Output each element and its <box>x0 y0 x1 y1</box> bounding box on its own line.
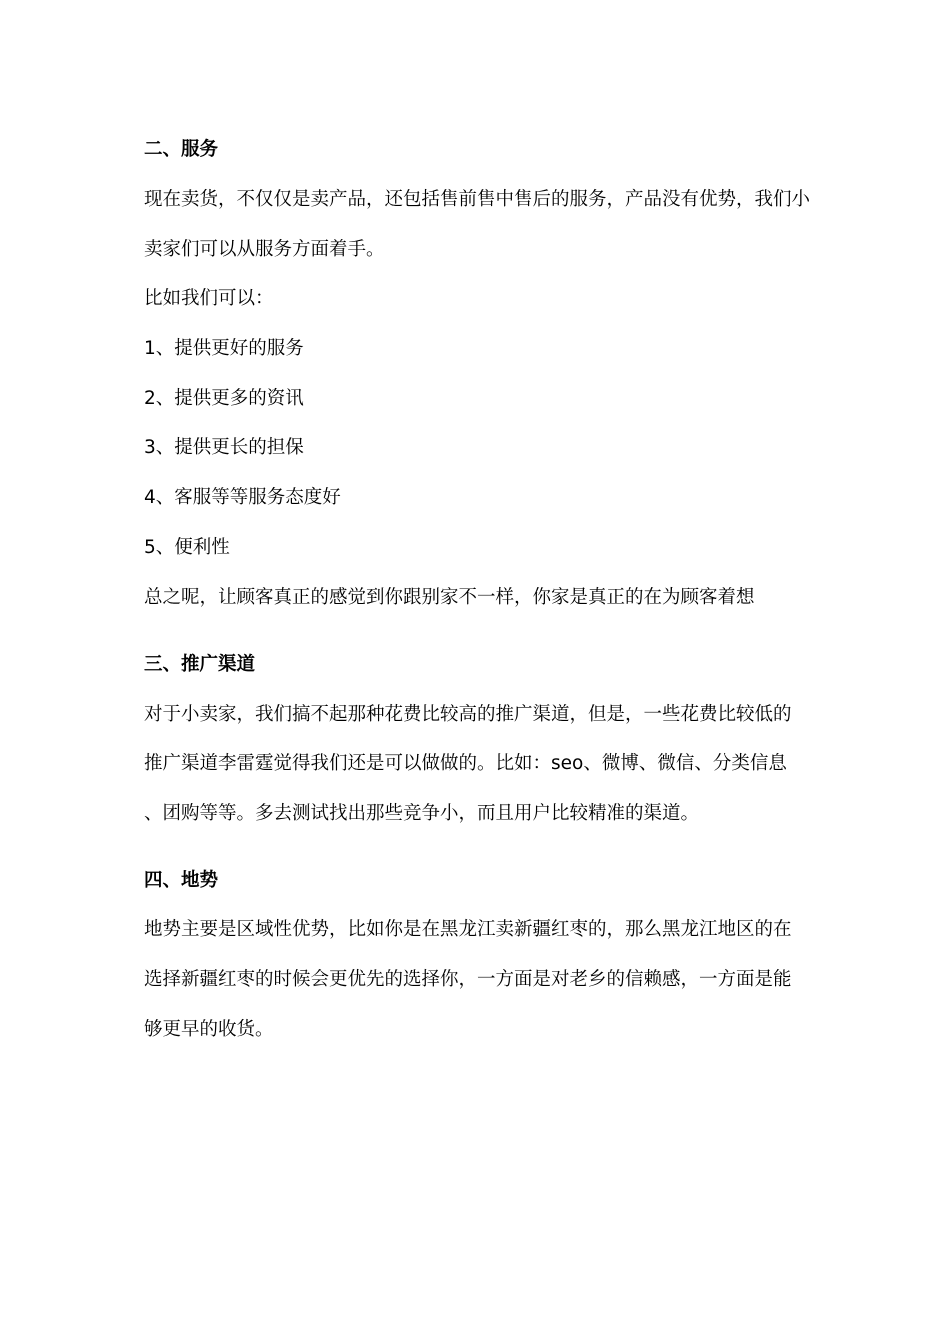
paragraph-line: 现在卖货，不仅仅是卖产品，还包括售前售中售后的服务，产品没有优势，我们小 <box>144 189 811 210</box>
paragraph-line: 对于小卖家，我们搞不起那种花费比较高的推广渠道，但是，一些花费比较低的 <box>144 704 792 725</box>
paragraph-line: 够更早的收货。 <box>144 1019 274 1040</box>
paragraph-line: 推广渠道李雷霆觉得我们还是可以做做的。比如：seo、微博、微信、分类信息 <box>144 753 787 774</box>
list-item: 3、提供更长的担保 <box>144 437 304 458</box>
section-heading-promotion: 三、推广渠道 <box>144 654 256 675</box>
paragraph-line: 选择新疆红枣的时候会更优先的选择你，一方面是对老乡的信赖感，一方面是能 <box>144 969 792 990</box>
list-item: 2、提供更多的资讯 <box>144 388 304 409</box>
paragraph-line: 比如我们可以： <box>144 288 274 309</box>
paragraph-line: 、团购等等。多去测试找出那些竞争小，而且用户比较精准的渠道。 <box>144 803 700 824</box>
section-heading-service: 二、服务 <box>144 139 219 160</box>
list-item: 5、便利性 <box>144 537 230 558</box>
paragraph-line: 总之呢，让顾客真正的感觉到你跟别家不一样，你家是真正的在为顾客着想 <box>144 587 755 608</box>
section-heading-location: 四、地势 <box>144 870 219 891</box>
list-item: 1、提供更好的服务 <box>144 338 304 359</box>
paragraph-line: 地势主要是区域性优势，比如你是在黑龙江卖新疆红枣的，那么黑龙江地区的在 <box>144 919 792 940</box>
paragraph-line: 卖家们可以从服务方面着手。 <box>144 239 385 260</box>
list-item: 4、客服等等服务态度好 <box>144 487 341 508</box>
